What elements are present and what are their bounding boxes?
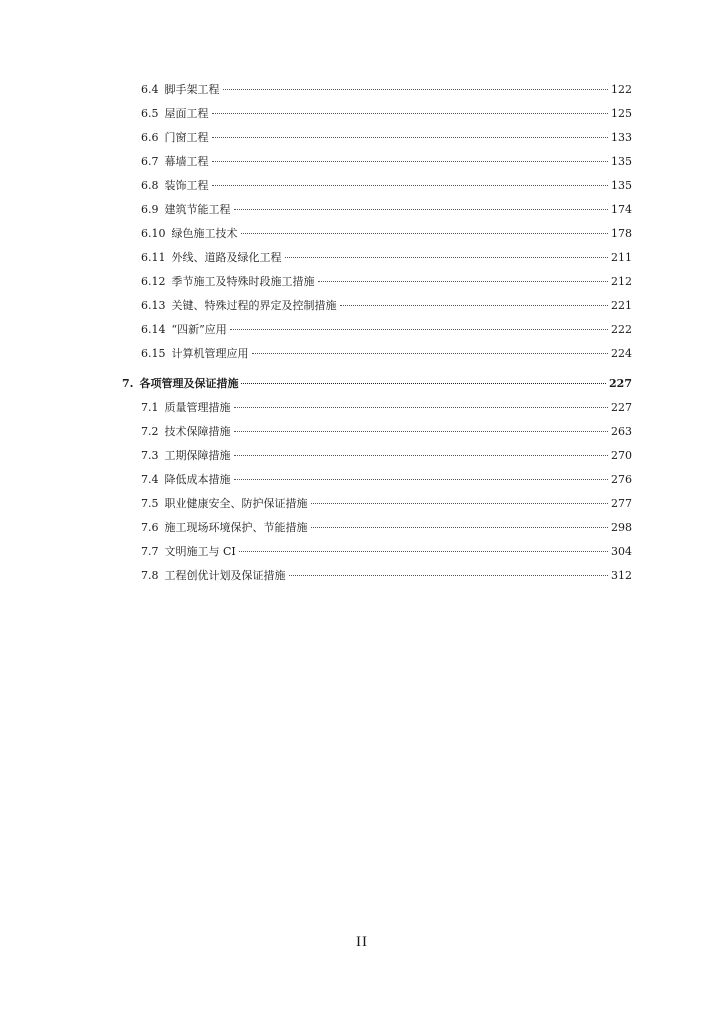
toc-dot-leader — [311, 527, 609, 528]
toc-entry-page: 224 — [611, 347, 632, 360]
toc-entry-title: 外线、道路及绿化工程 — [171, 251, 282, 264]
toc-entry-title: 关键、特殊过程的界定及控制措施 — [171, 299, 337, 312]
toc-entry-number: 6.11 — [141, 251, 166, 264]
toc-section-entry[interactable] — [122, 126, 632, 150]
toc-entry-page: 178 — [611, 227, 632, 240]
toc-section-entry[interactable] — [122, 174, 632, 198]
toc-entry-page: 122 — [611, 83, 632, 96]
toc-section-entry[interactable] — [122, 564, 632, 588]
toc-section-entry[interactable] — [122, 396, 632, 420]
toc-entry-number: 6.4 — [141, 83, 159, 96]
toc-entry-page: 212 — [611, 275, 632, 288]
toc-entry-number: 6.5 — [141, 107, 159, 120]
toc-section-entry[interactable] — [122, 270, 632, 294]
toc-entry-number: 7.4 — [141, 473, 159, 486]
toc-entry-number: 7.7 — [141, 545, 159, 558]
toc-dot-leader — [285, 257, 609, 258]
toc-entry-title: 季节施工及特殊时段施工措施 — [171, 275, 315, 288]
toc-dot-leader — [234, 455, 609, 456]
toc-entry-page: 312 — [611, 569, 632, 582]
toc-entry-page: 135 — [611, 155, 632, 168]
toc-dot-leader — [239, 551, 608, 552]
toc-entry-number: 6.9 — [141, 203, 159, 216]
toc-chapter-entry[interactable] — [122, 372, 632, 396]
toc-section-entry[interactable] — [122, 78, 632, 102]
toc-entry-number: 6.7 — [141, 155, 159, 168]
toc-dot-leader — [212, 137, 609, 138]
toc-entry-title: 幕墙工程 — [164, 155, 209, 168]
toc-entry-number: 7.1 — [141, 401, 159, 414]
toc-section-entry[interactable] — [122, 150, 632, 174]
toc-entry-title: 脚手架工程 — [164, 83, 220, 96]
toc-dot-leader — [289, 575, 609, 576]
toc-dot-leader — [234, 407, 609, 408]
toc-entry-title: 施工现场环境保护、节能措施 — [164, 521, 308, 534]
toc-dot-leader — [340, 305, 609, 306]
toc-entry-title: 技术保障措施 — [164, 425, 231, 438]
table-of-contents — [122, 78, 632, 588]
toc-entry-title: 文明施工与 CI — [164, 545, 236, 558]
toc-entry-number: 7.5 — [141, 497, 159, 510]
toc-entry-number: 7.3 — [141, 449, 159, 462]
toc-entry-page: 270 — [611, 449, 632, 462]
toc-entry-page: 227 — [611, 401, 632, 414]
toc-section-entry[interactable] — [122, 294, 632, 318]
toc-dot-leader — [252, 353, 609, 354]
toc-entry-title: 装饰工程 — [164, 179, 209, 192]
toc-entry-page: 298 — [611, 521, 632, 534]
toc-section-entry[interactable] — [122, 102, 632, 126]
toc-entry-number: 6.12 — [141, 275, 166, 288]
toc-entry-title: 工期保障措施 — [164, 449, 231, 462]
toc-entry-title: 计算机管理应用 — [171, 347, 249, 360]
toc-section-entry[interactable] — [122, 342, 632, 366]
toc-dot-leader — [212, 113, 609, 114]
toc-entry-page: 227 — [609, 377, 632, 390]
toc-entry-page: 174 — [611, 203, 632, 216]
toc-dot-leader — [230, 329, 608, 330]
toc-section-entry[interactable] — [122, 444, 632, 468]
toc-entry-number: 6.13 — [141, 299, 166, 312]
toc-entry-title: 降低成本措施 — [164, 473, 231, 486]
toc-entry-page: 133 — [611, 131, 632, 144]
toc-entry-title: 工程创优计划及保证措施 — [164, 569, 286, 582]
toc-entry-number: 6.8 — [141, 179, 159, 192]
toc-entry-title: “四新”应用 — [171, 323, 227, 336]
toc-entry-number: 7.6 — [141, 521, 159, 534]
toc-entry-title: 门窗工程 — [164, 131, 209, 144]
toc-entry-page: 222 — [611, 323, 632, 336]
toc-entry-page: 221 — [611, 299, 632, 312]
toc-entry-title: 建筑节能工程 — [164, 203, 231, 216]
toc-entry-page: 263 — [611, 425, 632, 438]
toc-entry-title: 质量管理措施 — [164, 401, 231, 414]
toc-dot-leader — [241, 233, 609, 234]
toc-entry-page: 135 — [611, 179, 632, 192]
toc-entry-page: 277 — [611, 497, 632, 510]
toc-entry-number: 6.14 — [141, 323, 166, 336]
toc-dot-leader — [212, 161, 609, 162]
toc-dot-leader — [311, 503, 609, 504]
toc-section-entry[interactable] — [122, 222, 632, 246]
toc-dot-leader — [212, 185, 609, 186]
toc-entry-title: 各项管理及保证措施 — [139, 377, 239, 390]
toc-dot-leader — [234, 479, 609, 480]
toc-entry-page: 304 — [611, 545, 632, 558]
toc-entry-number: 7. — [122, 377, 134, 390]
toc-entry-page: 276 — [611, 473, 632, 486]
toc-entry-page: 125 — [611, 107, 632, 120]
toc-section-entry[interactable] — [122, 420, 632, 444]
toc-entry-number: 6.10 — [141, 227, 166, 240]
toc-section-entry[interactable] — [122, 468, 632, 492]
toc-dot-leader — [234, 431, 609, 432]
toc-entry-title: 绿色施工技术 — [171, 227, 238, 240]
toc-dot-leader — [234, 209, 609, 210]
toc-section-entry[interactable] — [122, 492, 632, 516]
toc-section-entry[interactable] — [122, 246, 632, 270]
toc-dot-leader — [318, 281, 609, 282]
page-number: II — [356, 934, 368, 950]
toc-section-entry[interactable] — [122, 516, 632, 540]
toc-section-entry[interactable] — [122, 540, 632, 564]
toc-entry-title: 职业健康安全、防护保证措施 — [164, 497, 308, 510]
toc-entry-number: 6.6 — [141, 131, 159, 144]
toc-entry-number: 7.8 — [141, 569, 159, 582]
toc-entry-number: 6.15 — [141, 347, 166, 360]
toc-entry-number: 7.2 — [141, 425, 159, 438]
toc-entry-page: 211 — [611, 251, 632, 264]
toc-section-entry[interactable] — [122, 198, 632, 222]
toc-entry-title: 屋面工程 — [164, 107, 209, 120]
toc-section-entry[interactable] — [122, 318, 632, 342]
toc-dot-leader — [241, 383, 606, 384]
toc-dot-leader — [223, 89, 609, 90]
